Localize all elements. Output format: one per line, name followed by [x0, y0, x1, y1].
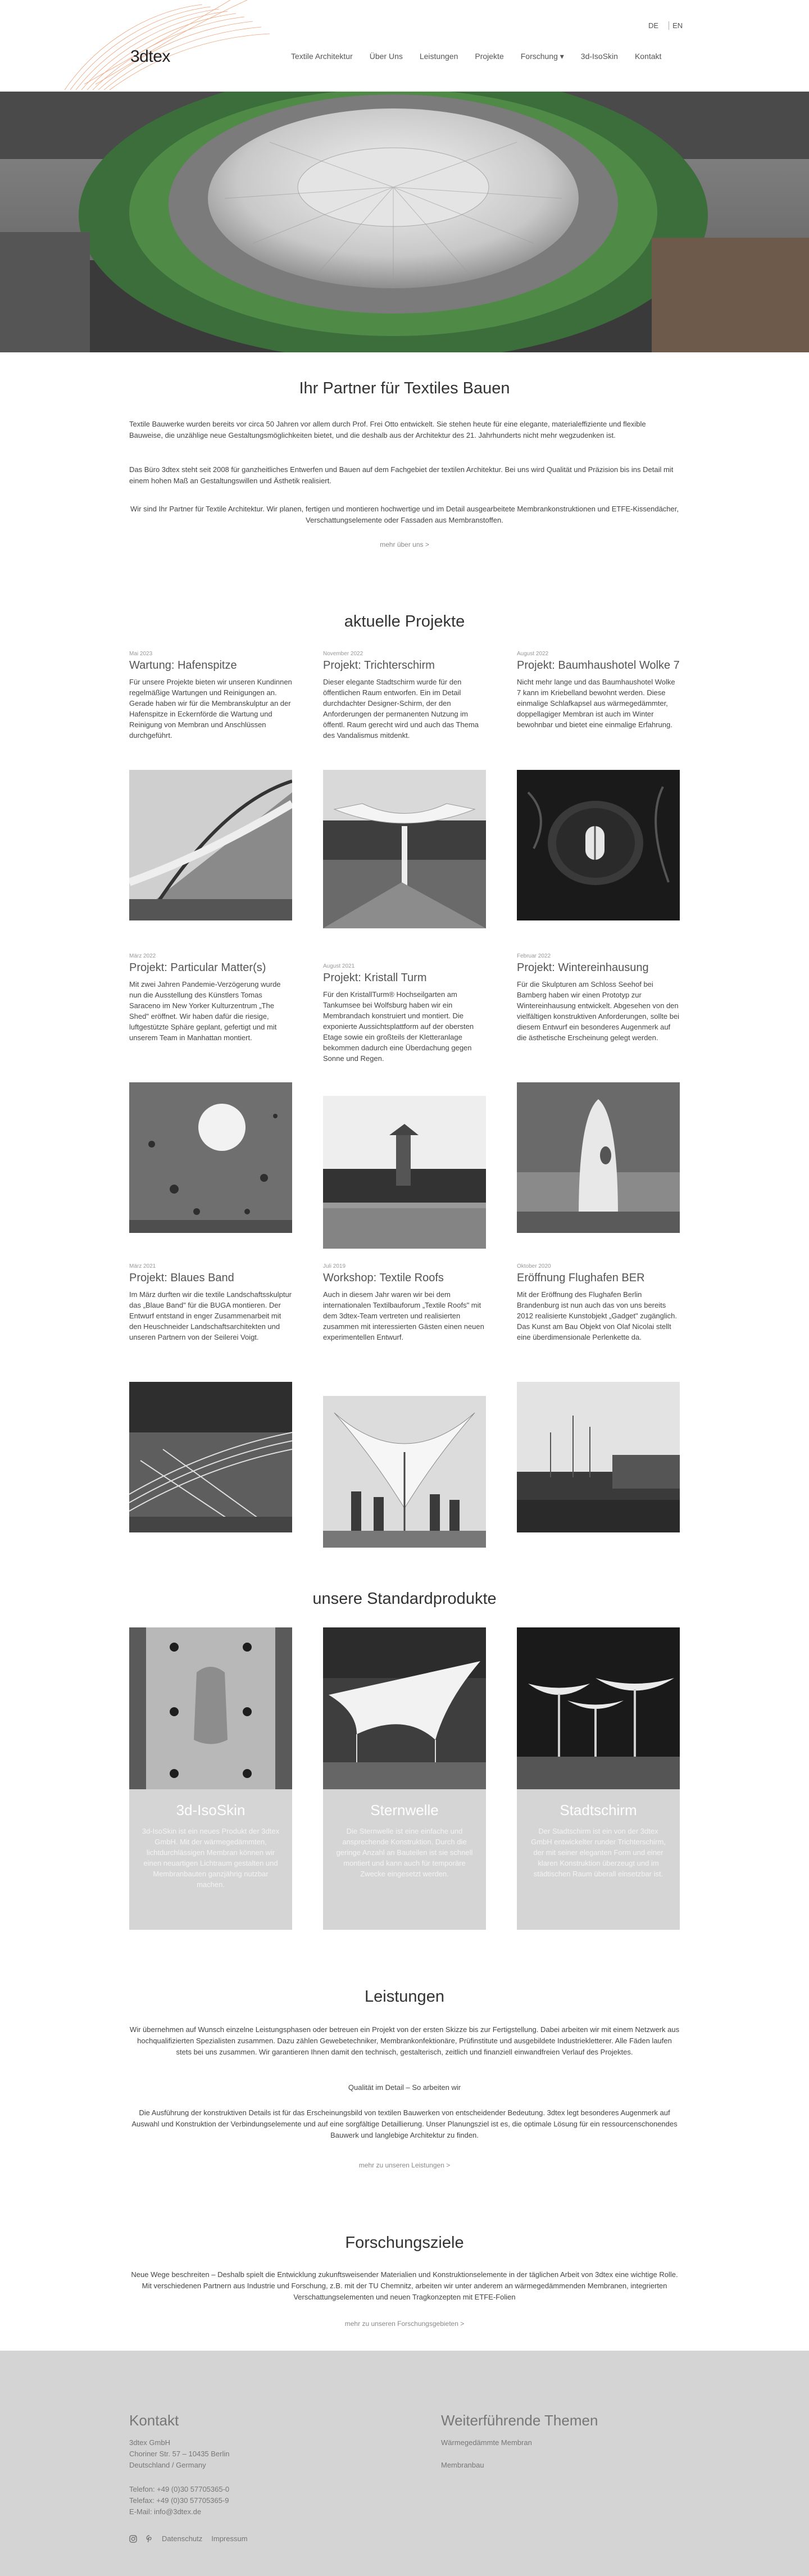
project-date: Juli 2019	[323, 1263, 346, 1269]
project-date: August 2022	[517, 651, 549, 657]
product-title[interactable]: Sternwelle	[370, 1802, 439, 1818]
project-card[interactable]	[323, 651, 486, 741]
project-desc: Auch in diesem Jahr waren wir bei dem internationalen Textilbauforum „Textile Roofs" mit dem 3dtex-Team vertreten und realisierten zusammen mit interessierten Gästen einen neuen experimentellen Entwurf.	[323, 1290, 484, 1341]
product-desc: Der Stadtschirm ist ein von der 3dtex GmbH entwickelter runder Trichterschirm, der mit seiner eleganten Form und einer klaren Konstruktion überzeugt und im städtischen Raum überall einsetzbar ist.	[531, 1827, 666, 1878]
product-image-stadtschirm	[517, 1627, 680, 1789]
project-desc: Nicht mehr lange und das Baumhaushotel Wolke 7 kann im Kriebelland bewohnt werden. Diese einmalige Schlafkapsel aus wärmegedämmter, doppellagiger Membran ist auch im Winter bewohnbar und bietet eine einmalige Erfahrung.	[517, 678, 675, 729]
nav-leistungen[interactable]: Leistungen	[419, 52, 458, 61]
product-card-stadtschirm[interactable]	[517, 1627, 680, 1930]
project-image-flughafen-ber[interactable]	[517, 1382, 680, 1532]
site-footer	[0, 2351, 809, 2576]
project-title[interactable]: Eröffnung Flughafen BER	[517, 1272, 645, 1284]
product-info	[517, 1789, 680, 1930]
project-date: Mai 2023	[129, 651, 153, 657]
intro-paragraph-3: Wir sind Ihr Partner für Textile Architektur. Wir planen, fertigen und montieren hochwertige und im Detail ausgearbeitete Membrankonstruktionen und ETFE-Kissendächer, Verschattungselemente oder Fassaden aus Membranstoffen.	[130, 505, 679, 524]
project-card[interactable]	[517, 651, 680, 730]
product-image-3d-isoskin	[129, 1627, 292, 1789]
nav-forschung[interactable]: Forschung ▾	[520, 52, 564, 61]
project-desc: Dieser elegante Stadtschirm wurde für den öffentlichen Raum entworfen. Ein im Detail durchdachter Designer-Schirm, der den Anforderungen der permanenten Nutzung im öffentl. Raum gerecht wird und auch das Thema des Vandalismus mitdenkt.	[323, 678, 479, 740]
footer-impressum-link[interactable]: Impressum	[211, 2534, 248, 2543]
project-image-trichterschirm[interactable]	[323, 770, 486, 928]
project-card[interactable]	[323, 963, 486, 1064]
footer-fax: Telefax: +49 (0)30 57705365-9	[129, 2496, 229, 2505]
project-title[interactable]: Projekt: Trichterschirm	[323, 659, 435, 672]
research-paragraph: Neue Wege beschreiten – Deshalb spielt die Entwicklung zukunftsweisender Materialien und Konstruktionselemente in der täglichen Arbeit von 3dtex eine wichtige Rolle. Mit verschiedenen Partnern aus Industrie und Forschung, z.B. mit der TU Chemnitz, arbeiten wir unter anderem an wärmegedämmenden Membranen, integrierten Verschattungselementen und neuen Tragkonzepten mit ETFE-Folien	[131, 2270, 678, 2301]
nav-ueber-uns[interactable]: Über Uns	[369, 52, 403, 61]
footer-datenschutz-link[interactable]: Datenschutz	[162, 2534, 203, 2543]
intro-paragraph-2: Das Büro 3dtex steht seit 2008 für ganzheitliches Entwerfen und Bauen auf dem Fachgebiet der textilen Architektur. Bei uns wird Qualität und Präzision bis ins Detail mit einem hohen Maß an Gestaltungswillen und Ästhetik realisiert.	[129, 465, 674, 485]
main-nav	[291, 52, 661, 61]
product-info	[323, 1789, 486, 1930]
projects-title: aktuelle Projekte	[344, 613, 465, 631]
footer-topics-title: Weiterführende Themen	[441, 2412, 598, 2429]
project-image-kristall-turm[interactable]	[323, 1096, 486, 1249]
lang-en[interactable]: EN	[669, 21, 686, 30]
project-image-hafenspitze[interactable]	[129, 770, 292, 920]
footer-contact-line: Deutschland / Germany	[129, 2461, 206, 2469]
project-date: März 2022	[129, 953, 156, 959]
logo-swoosh-graphic	[62, 0, 275, 91]
hero-image	[0, 92, 809, 352]
project-desc: Mit der Eröffnung des Flughafen Berlin Brandenburg ist nun auch das von uns bereits 2012 realisierte Kunstobjekt „Gadget" zugänglich. Das Kunst am Bau Objekt von Olaf Nicolai stellt eine überdimensionale Perlenkette da.	[517, 1290, 678, 1341]
services-title: Leistungen	[365, 1988, 444, 2006]
project-card[interactable]	[323, 1263, 486, 1343]
product-image-sternwelle	[323, 1627, 486, 1789]
project-image-textile-roofs[interactable]	[323, 1396, 486, 1548]
product-title[interactable]: 3d-IsoSkin	[176, 1802, 246, 1818]
products-title: unsere Standardprodukte	[312, 1590, 497, 1608]
product-desc: Die Sternwelle ist eine einfache und ansprechende Konstruktion. Durch die geringe Anzahl an Bauteilen ist sie schnell montiert und kann auch für temporäre Zwecke eingesetzt werden.	[336, 1827, 473, 1878]
research-title: Forschungsziele	[345, 2234, 464, 2252]
nav-kontakt[interactable]: Kontakt	[634, 52, 662, 61]
project-card[interactable]	[517, 1263, 680, 1343]
project-card[interactable]	[517, 953, 680, 1043]
lang-de[interactable]: DE	[648, 21, 659, 30]
intro-title: Ihr Partner für Textiles Bauen	[299, 379, 510, 397]
project-title[interactable]: Projekt: Particular Matter(s)	[129, 962, 266, 974]
product-card-sternwelle[interactable]	[323, 1627, 486, 1930]
services-more-link[interactable]: mehr zu unseren Leistungen >	[358, 2161, 451, 2169]
project-image-particular-matters[interactable]	[129, 1082, 292, 1233]
project-card[interactable]	[129, 651, 292, 741]
intro-paragraph-1: Textile Bauwerke wurden bereits vor circa 50 Jahren vor allem durch Prof. Frei Otto entwickelt. Sie stehen heute für eine elegante, materialeffiziente und flexible Bauweise, die unzählige neue Gestaltungsmöglichkeiten bietet, und die deshalb aus der Architektur des 21. Jahrhunderts nicht mehr wegzudenken ist.	[129, 420, 646, 439]
services-paragraph-1: Wir übernehmen auf Wunsch einzelne Leistungsphasen oder betreuen ein Projekt von der ersten Skizze bis zur Fertigstellung. Dabei arbeiten wir mit einem Netzwerk aus hochqualifizierten Spezialisten zusammen. Dazu zählen Gewebetechniker, Membrankonfektionäre, Prüfinstitute und ausgebildete Industriekletterer. Alle Fäden laufen stets bei uns zusammen. Wir garantieren Ihnen damit den technisch, gestalterisch, zeitlich und finanziell einwandfreien Verlauf des Projektes.	[129, 2025, 680, 2056]
footer-phone[interactable]: Telefon: +49 (0)30 57705365-0	[129, 2485, 230, 2493]
project-image-wolke7[interactable]	[517, 770, 680, 920]
project-desc: Mit zwei Jahren Pandemie-Verzögerung wurde nun die Ausstellung des Künstlers Tomas Saraceno im New Yorker Kulturzentrum „The Shed" eröffnet. Wir haben dafür die riesige, luftgestützte Sphäre geplant, gefertigt und mit unserem Team in Manhattan montiert.	[129, 980, 281, 1042]
nav-3d-isoskin[interactable]: 3d-IsoSkin	[580, 52, 618, 61]
footer-email[interactable]: E-Mail: info@3dtex.de	[129, 2507, 202, 2516]
project-title[interactable]: Projekt: Blaues Band	[129, 1272, 234, 1284]
product-desc: 3d-IsoSkin ist ein neues Produkt der 3dtex GmbH. Mit der wärmegedämmten, lichtdurchlässigen Membran können wir einen neuartigen Lichtraum gestalten und Membranbauten ganzjährig nutzbar machen.	[142, 1827, 280, 1889]
project-title[interactable]: Workshop: Textile Roofs	[323, 1272, 444, 1284]
footer-social-links	[129, 2534, 248, 2543]
footer-contact-line: 3dtex GmbH	[129, 2438, 170, 2447]
project-date: März 2021	[129, 1263, 156, 1269]
services-paragraph-3: Die Ausführung der konstruktiven Details ist für das Erscheinungsbild von textilen Bauwerken von entscheidender Bedeutung. 3dtex legt besonderes Augenmerk auf Auswahl und Konstruktion der Verbindungselemente und auf eine sorgfältige Detaillierung. Unser Planungsziel ist es, die optimale Lösung für ein ressourcenschonendes Bauwerk und langlebige Architektur zu finden.	[131, 2108, 678, 2139]
project-desc: Für die Skulpturen am Schloss Seehof bei Bamberg haben wir einen Prototyp zur Wintereinhausung entwickelt. Abgesehen von den vielfältigen konstruktiven Anforderungen, sollte bei diesem Entwurf ein besonderes Augenmerk auf die ästhetische Erscheinung gelegt werden.	[517, 980, 680, 1042]
language-switcher	[645, 21, 686, 30]
research-more-link[interactable]: mehr zu unseren Forschungsgebieten >	[344, 2320, 465, 2328]
project-date: Februar 2022	[517, 953, 551, 959]
footer-contact-title: Kontakt	[129, 2412, 179, 2429]
project-desc: Für den KristallTurm® Hochseilgarten am Tankumsee bei Wolfsburg haben wir ein Membrandach konstruiert und montiert. Die exponierte Aussichtsplattform auf der obersten Etage sowie ein großteils der Kletteranlage bekommen dadurch eine Überdachung gegen Sonne und Regen.	[323, 990, 474, 1063]
project-title[interactable]: Wartung: Hafenspitze	[129, 659, 237, 672]
project-date: November 2022	[323, 651, 363, 657]
project-card[interactable]	[129, 1263, 292, 1343]
instagram-icon[interactable]	[129, 2535, 137, 2543]
footer-contact-block	[129, 2437, 230, 2471]
project-card[interactable]	[129, 953, 292, 1043]
nav-projekte[interactable]: Projekte	[475, 52, 504, 61]
footer-topic-link[interactable]: Membranbau	[441, 2461, 484, 2469]
project-title[interactable]: Projekt: Kristall Turm	[323, 972, 427, 984]
project-date: Oktober 2020	[517, 1263, 551, 1269]
nav-textile-architektur[interactable]: Textile Architektur	[291, 52, 353, 61]
product-title[interactable]: Stadtschirm	[560, 1802, 637, 1818]
site-header	[0, 0, 809, 91]
intro-more-link[interactable]: mehr über uns >	[380, 541, 429, 548]
pinterest-icon[interactable]	[146, 2535, 153, 2543]
project-title[interactable]: Projekt: Wintereinhausung	[517, 962, 649, 974]
footer-contact-line: Choriner Str. 57 – 10435 Berlin	[129, 2450, 230, 2458]
footer-topic-link[interactable]: Wärmegedämmte Membran	[441, 2438, 532, 2447]
project-image-wintereinhausung[interactable]	[517, 1082, 680, 1233]
footer-contact-block-2	[129, 2484, 229, 2518]
logo-text[interactable]: 3dtex	[130, 47, 170, 66]
project-desc: Im März durften wir die textile Landschaftsskulptur das „Blaue Band" für die BUGA montieren. Der Entwurf entstand in enger Zusammenarbeit mit den Heuschneider Landschaftsarchitekten und unseren Partnern von der Seilerei Voigt.	[129, 1290, 292, 1341]
product-info	[129, 1789, 292, 1930]
project-image-blaues-band[interactable]	[129, 1382, 292, 1532]
services-paragraph-2: Qualität im Detail – So arbeiten wir	[348, 2083, 461, 2092]
project-desc: Für unsere Projekte bieten wir unseren Kundinnen regelmäßige Wartungen und Reinigungen an. Gerade haben wir für die Membranskulptur an der Hafenspitze in Eckernförde die Wartung und Reinigung von Membran und Anschlüssen durchgeführt.	[129, 678, 292, 740]
project-title[interactable]: Projekt: Baumhaushotel Wolke 7	[517, 659, 680, 672]
project-date: August 2021	[323, 963, 355, 969]
product-card-3d-isoskin[interactable]	[129, 1627, 292, 1930]
